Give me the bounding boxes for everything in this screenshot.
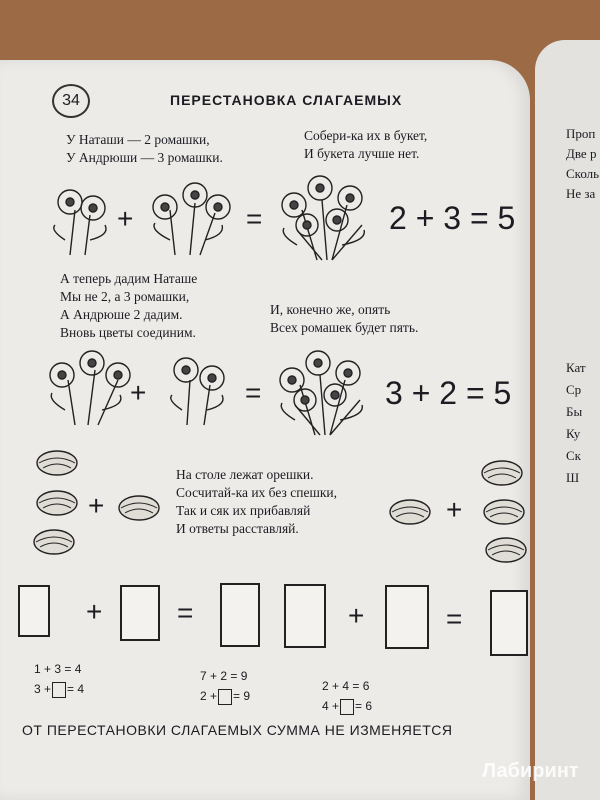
verse-line: Собери-ка их в букет, [304, 128, 428, 143]
exercise-1 [34, 659, 84, 699]
walnut-icon [482, 497, 527, 527]
verse-3 [176, 466, 337, 538]
verse-1-right [304, 127, 427, 163]
walnut-icon [480, 458, 525, 488]
walnut-icon [32, 527, 77, 557]
verse-line: Сосчитай-ка их без спешки, [176, 485, 337, 500]
verse-line: И букета лучше нет. [304, 146, 420, 161]
exercise-right: = 4 [67, 682, 85, 696]
plus-sign: + [446, 494, 463, 525]
exercise-left: 3 + [34, 682, 52, 696]
right-page-text: Кат [566, 360, 586, 375]
right-page-text: Не за [566, 186, 596, 201]
verse-line: Так и сяк их прибавляй [176, 503, 311, 518]
walnut-icon [117, 493, 162, 523]
verse-line: На столе лежат орешки. [176, 467, 314, 482]
equals-sign: = [246, 203, 263, 234]
verse-2-right [270, 301, 418, 337]
mini-answer-box[interactable] [52, 682, 66, 698]
exercise-equation: 2 + 4 = 6 [322, 679, 370, 693]
verse-line: Всех ромашек будет пять. [270, 320, 419, 335]
chamomile-bouquet-3-icon [140, 175, 240, 260]
equation-3-plus-2: 3 + 2 = 5 [385, 375, 512, 411]
chamomile-bouquet-3-icon [40, 345, 135, 430]
right-page-text: Проп [566, 126, 596, 141]
verse-line: И ответы расставляй. [176, 521, 299, 536]
exercise-equation: 7 + 2 = 9 [200, 669, 248, 683]
exercise-2 [200, 666, 250, 706]
exercise-fill-in [34, 679, 84, 699]
exercise-left: 4 + [322, 699, 340, 713]
verse-line: Вновь цветы соединим. [60, 325, 196, 340]
right-page-text: Ш [566, 470, 580, 485]
verse-line: У Андрюши — 3 ромашки. [66, 150, 223, 165]
right-page-text: Сколь [566, 166, 600, 181]
plus-sign: + [88, 490, 105, 521]
answer-box[interactable] [18, 585, 50, 637]
chamomile-bouquet-5-icon [272, 170, 382, 265]
verse-2-left [60, 270, 197, 342]
verse-line: Мы не 2, а 3 ромашки, [60, 289, 190, 304]
answer-box[interactable] [490, 590, 528, 656]
walnut-icon [388, 497, 433, 527]
plus-sign: + [130, 377, 147, 408]
chamomile-bouquet-2-icon [45, 180, 120, 260]
plus-sign: + [86, 596, 103, 627]
right-page-text: Ку [566, 426, 581, 441]
exercise-right: = 6 [355, 699, 373, 713]
exercise-3 [322, 676, 372, 716]
walnut-icon [35, 488, 80, 518]
right-page-text: Две р [566, 146, 597, 161]
answer-box[interactable] [385, 585, 429, 649]
verse-line: У Наташи — 2 ромашки, [66, 132, 210, 147]
page-number: 34 [52, 84, 90, 118]
walnut-icon [484, 535, 529, 565]
right-page-text: Бы [566, 404, 583, 419]
equation-2-plus-3: 2 + 3 = 5 [389, 200, 516, 236]
rule-statement: ОТ ПЕРЕСТАНОВКИ СЛАГАЕМЫХ СУММА НЕ ИЗМЕНЯЕТСЯ [22, 722, 453, 738]
plus-sign: + [348, 600, 365, 631]
answer-box[interactable] [120, 585, 160, 641]
verse-line: И, конечно же, опять [270, 302, 391, 317]
chamomile-bouquet-2-icon [162, 350, 237, 430]
chamomile-bouquet-5-icon [270, 345, 380, 440]
exercise-equation: 1 + 3 = 4 [34, 662, 82, 676]
page-title: ПЕРЕСТАНОВКА СЛАГАЕМЫХ [170, 92, 403, 108]
watermark: Лабиринт [482, 760, 579, 782]
mini-answer-box[interactable] [218, 689, 232, 705]
answer-box[interactable] [284, 584, 326, 648]
right-page-text: Ср [566, 382, 582, 397]
exercise-fill-in [200, 686, 250, 706]
mini-answer-box[interactable] [340, 699, 354, 715]
exercise-fill-in [322, 696, 372, 716]
answer-box[interactable] [220, 583, 260, 647]
exercise-right: = 9 [233, 689, 251, 703]
verse-line: А Андрюше 2 дадим. [60, 307, 183, 322]
equals-sign: = [245, 377, 262, 408]
walnut-icon [35, 448, 80, 478]
equals-sign: = [177, 597, 194, 628]
verse-1-left [66, 131, 223, 167]
equals-sign: = [446, 603, 463, 634]
verse-line: А теперь дадим Наташе [60, 271, 198, 286]
exercise-left: 2 + [200, 689, 218, 703]
right-page-text: Ск [566, 448, 581, 463]
plus-sign: + [117, 203, 134, 234]
